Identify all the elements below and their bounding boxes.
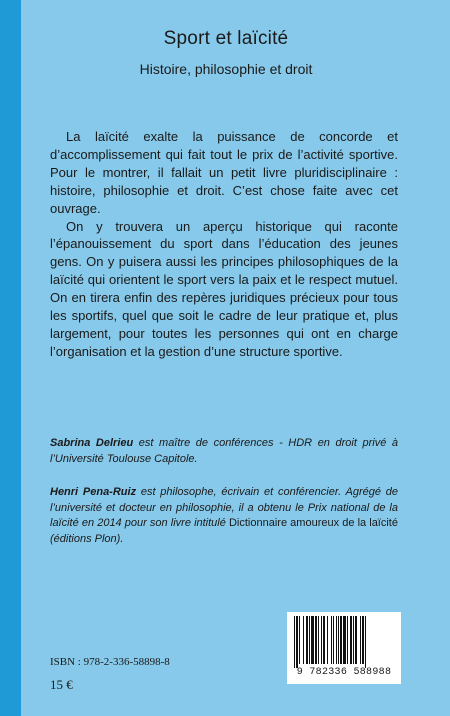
barcode-bar <box>323 616 325 664</box>
barcode-bar <box>365 616 366 668</box>
spine-band <box>0 0 21 716</box>
author-name: Henri Pena-Ruiz <box>50 486 137 498</box>
blurb-paragraph: On y trouvera un aperçu historique qui raconte l’épanouissement du sport dans l’éducation des jeunes gens. On y puisera aussi les principes philosophiques de la laïcité qui orientent le sport vers la paix et le respect mutuel. On en tirera enfin des repères juridiques précieux pour tous les sportifs, quel que soit le cadre de leur pratique et, plus largement, pour toutes les personnes qui ont en charge l’organisation et la gestion d’une structure sportive. <box>50 218 398 359</box>
author-bio-text: est philosophe, écrivain et conférencier. Agrégé de l’université et docteur en philosophie, il a obtenu le Prix national de la laïcité en 2014 pour son livre intitulé <box>50 486 398 529</box>
barcode-bar <box>299 616 300 664</box>
barcode <box>287 612 401 684</box>
author-bio-text-end: (éditions Plon). <box>50 532 124 545</box>
barcode-bar <box>353 616 354 664</box>
barcode-bar <box>306 616 308 664</box>
barcode-bar <box>340 616 342 664</box>
barcode-bars <box>290 616 398 668</box>
barcode-bar <box>331 616 332 664</box>
blurb-paragraph: La laïcité exalte la puissance de concorde et d’accomplissement qui fait tout le prix de l’activité sportive. Pour le montrer, il fallait un petit livre pluridisciplinaire : histoire, philosophie et droit. C’est chose faite avec cet ouvrage. <box>50 129 398 216</box>
barcode-bar <box>350 616 352 664</box>
barcode-bar <box>309 616 310 664</box>
barcode-bar <box>296 616 298 668</box>
book-title: Sport et laïcité <box>163 28 289 49</box>
barcode-bar <box>362 616 364 664</box>
barcode-bar <box>343 616 346 664</box>
barcode-bar <box>327 616 328 664</box>
author-bio-delrieu <box>50 436 398 467</box>
author-bio-pena-ruiz <box>50 485 398 547</box>
price: 15 € <box>50 677 73 692</box>
barcode-bar <box>360 616 361 664</box>
blurb <box>50 128 398 361</box>
author-name: Sabrina Delrieu <box>50 437 134 449</box>
barcode-bar <box>355 616 357 664</box>
barcode-bar <box>303 616 304 664</box>
barcode-bar <box>333 616 334 664</box>
barcode-number: 9 782336 588988 <box>296 667 392 678</box>
barcode-bar <box>311 616 314 664</box>
barcode-bar <box>318 616 319 664</box>
author-bio-text: est maître de conférences - HDR en droit privé à l’Université Toulouse Capitole. <box>50 437 398 465</box>
barcode-bar <box>315 616 317 664</box>
book-subtitle: Histoire, philosophie et droit <box>139 61 313 77</box>
barcode-bar <box>336 616 337 664</box>
barcode-bar <box>338 616 339 664</box>
barcode-bar <box>347 616 348 664</box>
book-reference: Dictionnaire amoureux de la laïcité <box>228 517 398 529</box>
isbn: ISBN : 978-2-336-58898-8 <box>50 656 170 668</box>
barcode-bar <box>321 616 322 664</box>
barcode-bar <box>294 616 295 668</box>
